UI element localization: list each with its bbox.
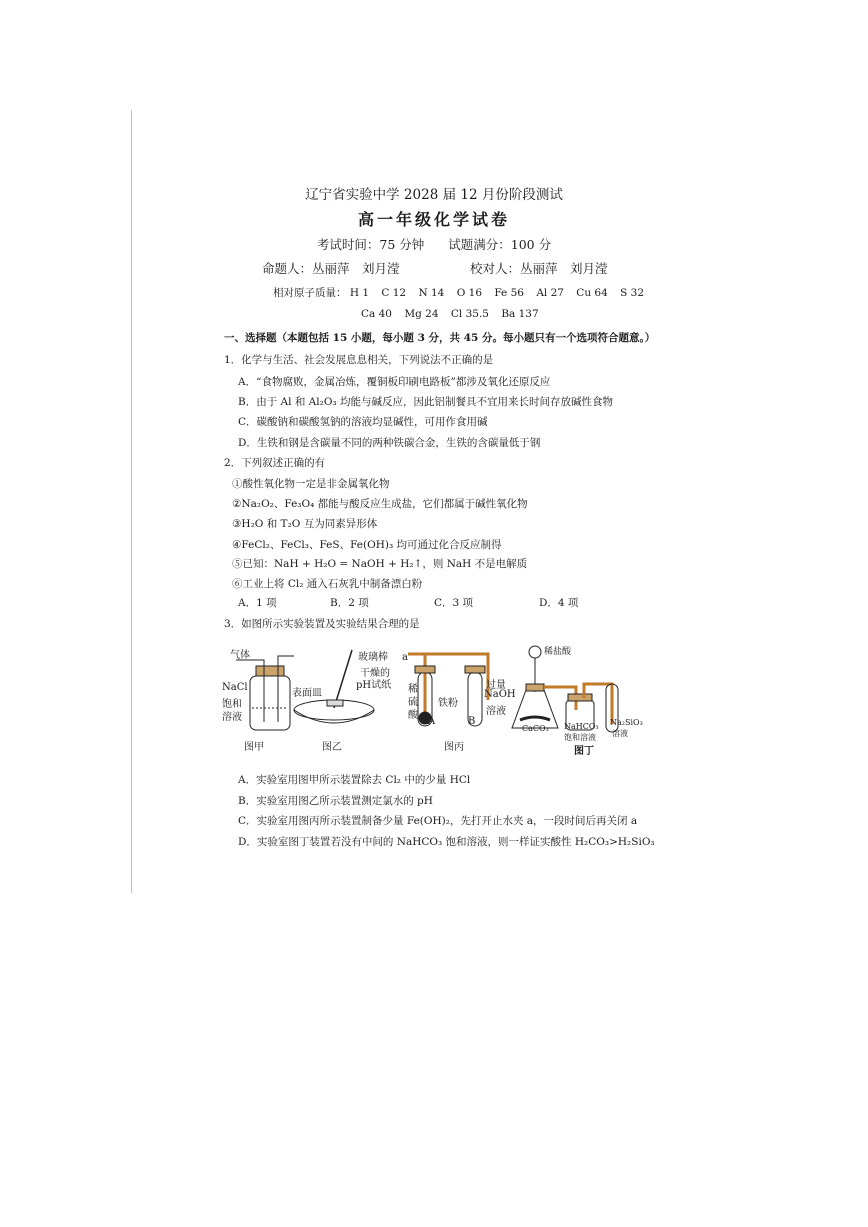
label-acid: 硫	[408, 697, 418, 708]
mass-item: Mg 24	[404, 308, 439, 320]
label-naoh: 过量	[486, 680, 506, 691]
mass-item: O 16	[456, 287, 482, 299]
q1-stem: 1．化学与生活、社会发展息息相关，下列说法不正确的是	[224, 354, 494, 366]
q3-option-c: C．实验室用图丙所示装置制备少量 Fe(OH)₂，先打开止水夹 a，一段时间后再关闭 a	[238, 815, 638, 827]
q2-option-d: D．4 项	[539, 597, 579, 609]
q2-item: ⑥工业上将 Cl₂ 通入石灰乳中制备漂白粉	[232, 578, 423, 590]
q3-option-b: B．实验室用图乙所示装置测定氯水的 pH	[238, 795, 433, 807]
caption-fig-yi: 图乙	[322, 742, 342, 753]
q2-item: ⑤已知：NaH + H₂O = NaOH + H₂↑，则 NaH 不是电解质	[232, 558, 528, 570]
exam-time: 考试时间：75 分钟	[316, 237, 425, 252]
mass-item: S 32	[620, 287, 645, 299]
label-ph-paper: pH试纸	[356, 680, 392, 691]
exam-score: 试题满分：100 分	[448, 237, 552, 252]
mass-item: Fe 56	[494, 287, 524, 299]
mass-item: Ca 40	[361, 308, 392, 320]
label-glass-rod: 玻璃棒	[358, 652, 388, 663]
q2-item: ③H₂O 和 T₂O 互为同素异形体	[232, 518, 378, 530]
mass-item: C 12	[381, 287, 407, 299]
label-na2sio3: Na₂SiO₃	[610, 718, 643, 727]
q1-option-b: B．由于 Al 和 Al₂O₃ 均能与碱反应，因此铝制餐具不宜用来长时间存放碱性食物	[238, 396, 613, 408]
atomic-mass-label: 相对原子质量：	[273, 287, 347, 299]
caption-fig-bing: 图丙	[444, 742, 464, 753]
mass-item: Cu 64	[576, 287, 608, 299]
label-tube-b: B	[468, 716, 476, 727]
caption-fig-ding: 图丁	[574, 746, 594, 757]
mass-item: H 1	[349, 287, 370, 299]
label-nacl: 饱和	[222, 699, 242, 710]
label-watch-glass: 表面皿	[292, 688, 322, 699]
mass-item: Cl 35.5	[450, 308, 489, 320]
q2-option-a: A．1 项	[238, 597, 277, 609]
label-naoh: NaOH	[484, 689, 516, 700]
label-acid: 稀	[408, 684, 418, 695]
atomic-mass-row1	[273, 285, 653, 300]
q2-item: ②Na₂O₂、Fe₃O₄ 都能与酸反应生成盐，它们都属于碱性氧化物	[232, 498, 528, 510]
q3-option-a: A．实验室用图甲所示装置除去 Cl₂ 中的少量 HCl	[238, 774, 471, 786]
setter: 命题人：丛丽萍 刘月滢	[262, 261, 400, 276]
q2-item: ①酸性氧化物一定是非金属氧化物	[232, 478, 390, 490]
q1-option-d: D．生铁和钢是含碳量不同的两种铁碳合金，生铁的含碳量低于钢	[238, 437, 541, 449]
label-naoh: 溶液	[486, 706, 506, 717]
label-na2sio3: 溶液	[612, 729, 628, 738]
q2-stem: 2．下列叙述正确的有	[224, 457, 326, 469]
exam-info	[0, 235, 868, 253]
label-ph-paper: 干燥的	[360, 668, 390, 679]
q1-option-c: C．碳酸钠和碳酸氢钠的溶液均显碱性，可用作食用碱	[238, 416, 488, 428]
q2-option-c: C．3 项	[434, 597, 474, 609]
apparatus-figure	[222, 640, 642, 762]
label-nahco3: 饱和溶液	[564, 733, 596, 742]
label-gas: 气体	[230, 650, 250, 661]
label-caco3: CaCO₃	[522, 724, 549, 733]
q3-stem: 3．如图所示实验装置及实验结果合理的是	[224, 618, 420, 630]
checker: 校对人：丛丽萍 刘月滢	[470, 261, 608, 276]
label-nacl: 溶液	[222, 712, 242, 723]
caption-fig-jia: 图甲	[244, 742, 264, 753]
q1-option-a: A．“食物腐败，金属冶炼，覆铜板印刷电路板”都涉及氧化还原反应	[238, 376, 551, 388]
q2-item: ④FeCl₂、FeCl₃、FeS、Fe(OH)₃ 均可通过化合反应制得	[232, 539, 502, 551]
section-heading: 一、选择题（本题包括 15 小题，每小题 3 分，共 45 分。每小题只有一个选项符合题意。）	[224, 332, 656, 344]
atomic-mass-row2	[361, 308, 548, 320]
label-iron: 铁粉	[438, 698, 458, 709]
label-tube-a: A	[428, 716, 436, 727]
mass-item: N 14	[418, 287, 445, 299]
label-acid: 酸	[408, 710, 418, 721]
mass-item: Ba 137	[501, 308, 539, 320]
label-nahco3: NaHCO₃	[564, 722, 599, 731]
label-clamp-a: a	[402, 652, 408, 663]
q3-option-d: D．实验室图丁装置若没有中间的 NaHCO₃ 饱和溶液，则一样证实酸性 H₂CO₃>H₂SiO₃	[238, 836, 655, 848]
paper-title: 高一年级化学试卷	[357, 210, 510, 229]
school-title: 辽宁省实验中学 2028 届 12 月份阶段测试	[305, 187, 563, 203]
q2-option-b: B．2 项	[330, 597, 369, 609]
label-hcl: 稀盐酸	[544, 647, 572, 657]
mass-item: Al 27	[536, 287, 564, 299]
label-nacl: NaCl	[222, 682, 248, 693]
